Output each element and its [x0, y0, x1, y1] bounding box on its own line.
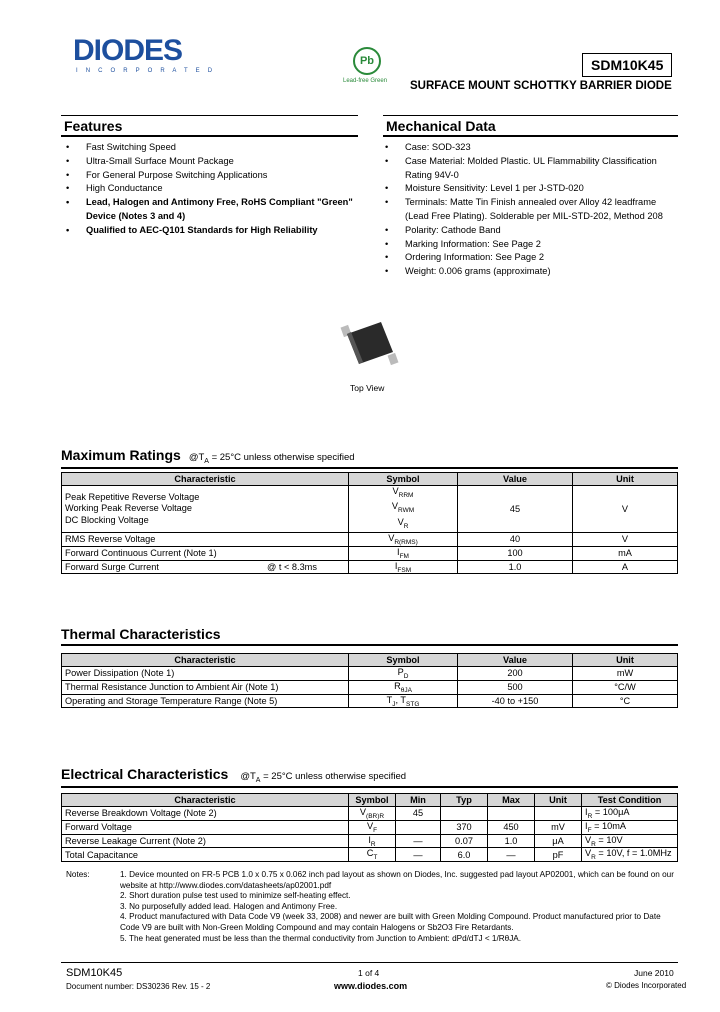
document-subtitle: SURFACE MOUNT SCHOTTKY BARRIER DIODE	[410, 80, 672, 92]
lead-free-label: Lead-free Green	[343, 78, 388, 84]
features-title: Features	[61, 115, 358, 137]
note-item: 3. No purposefully added lead. Halogen and Antimony Free.	[120, 901, 338, 911]
list-item: • Ordering Information: See Page 2	[382, 251, 674, 265]
table-header: Symbol	[349, 654, 458, 667]
table-header: Symbol	[349, 473, 458, 486]
footer-copyright: © Diodes Incorporated	[606, 981, 687, 990]
list-item: • Polarity: Cathode Band	[382, 224, 674, 238]
table-header: Characteristic	[62, 654, 349, 667]
divider	[61, 467, 678, 469]
note-item: 1. Device mounted on FR-5 PCB 1.0 x 0.75 x 0.062 inch pad layout as shown on Diodes, Inc. suggested pad layout AP02001, which can be found on our website at http://www.diodes.com/datasheets/ap02001.pdf	[120, 870, 674, 890]
divider	[61, 786, 678, 788]
table-row: Forward Continuous Current (Note 1) $I_{FM}$ 100 mA	[62, 546, 678, 560]
table-header: Unit	[573, 473, 678, 486]
table-header: Symbol	[349, 794, 396, 807]
list-item: • Ultra-Small Surface Mount Package	[63, 155, 363, 169]
footer-divider	[61, 962, 678, 963]
diodes-logo-subtitle: I N C O R P O R A T E D	[76, 68, 216, 74]
table-header: Max	[488, 794, 535, 807]
notes-label: Notes:	[66, 870, 90, 879]
table-row: Operating and Storage Temperature Range (Note 5) $T_J$, $T_{STG}$ -40 to +150 °C	[62, 694, 678, 708]
table-header: Unit	[573, 654, 678, 667]
footer-url[interactable]: www.diodes.com	[334, 981, 408, 991]
list-item: • Terminals: Matte Tin Finish annealed over Alloy 42 leadframe (Lead Free Plating). Solderable per MIL-STD-202, Method 208	[382, 196, 674, 224]
list-item: • Case: SOD-323	[382, 141, 674, 155]
table-row: Total Capacitance $C_T$ — 6.0 — pF $V_R = 10V$, f = 1.0MHz	[62, 848, 678, 862]
table-header: Min	[396, 794, 441, 807]
sod323-package-image	[335, 318, 405, 374]
table-header: Value	[458, 473, 573, 486]
thermal-table	[61, 653, 678, 708]
note-item: 5. The heat generated must be less than the thermal conductivity from Junction to Ambient: dPd/dTJ < 1/RθJA.	[120, 933, 522, 943]
table-row: RMS Reverse Voltage $V_{R(RMS)}$ 40 V	[62, 532, 678, 546]
mechanical-title: Mechanical Data	[383, 115, 678, 137]
lead-free-icon: Pb	[353, 47, 381, 75]
note-item: 2. Short duration pulse test used to minimize self-heating effect.	[120, 891, 351, 901]
note-item: 4. Product manufactured with Data Code V9 (week 33, 2008) and newer are built with Green Molding Compound. Product manufactured prior to Date Code V9 are built with Non-Green Molding Compound and may contain Halogens or Sb2O3 Fire Retardants.	[120, 912, 661, 932]
table-header: Unit	[535, 794, 582, 807]
table-header: Typ	[441, 794, 488, 807]
max-ratings-condition: $@T_A = 25^\circ C$ unless otherwise specified	[188, 452, 355, 465]
footer-page: 1 of 4	[358, 968, 380, 978]
list-item: • High Conductance	[63, 182, 363, 196]
table-row: Reverse Breakdown Voltage (Note 2) $V_{(BR)R}$ 45 $I_R = 100\mu A$	[62, 807, 678, 821]
diodes-logo: DIODES	[73, 34, 183, 67]
table-header: Characteristic	[62, 473, 349, 486]
table-row: Peak Repetitive Reverse Voltage Working Peak Reverse Voltage DC Blocking Voltage $V_{RRM}$ $V_{RWM}$ $V_R$ 45 V	[62, 486, 678, 533]
table-row: Forward Surge Current @ t < 8.3ms $I_{FSM}$ 1.0 A	[62, 560, 678, 574]
list-item: • Qualified to AEC-Q101 Standards for High Reliability	[63, 224, 363, 238]
table-row: Thermal Resistance Junction to Ambient Air (Note 1) $R_{\theta JA}$ 500 °C/W	[62, 680, 678, 694]
features-list	[63, 141, 363, 238]
electrical-condition: $@T_A = 25^\circ C$ unless otherwise specified	[240, 771, 407, 784]
table-row: Reverse Leakage Current (Note 2) $I_R$ — 0.07 1.0 μA $V_R = 10V$	[62, 834, 678, 848]
list-item: • Lead, Halogen and Antimony Free, RoHS Compliant "Green" Device (Notes 3 and 4)	[63, 196, 363, 224]
footer-doc-number: Document number: DS30236 Rev. 15 - 2	[66, 982, 211, 991]
table-header: Value	[458, 654, 573, 667]
electrical-table	[61, 793, 678, 862]
table-header: Characteristic	[62, 794, 349, 807]
list-item: • Marking Information: See Page 2	[382, 238, 674, 252]
divider	[61, 644, 678, 646]
list-item: • Moisture Sensitivity: Level 1 per J-STD-020	[382, 182, 674, 196]
table-row: Forward Voltage $V_F$ 370 450 mV $I_F = 10mA$	[62, 820, 678, 834]
table-row: Power Dissipation (Note 1) $P_D$ 200 mW	[62, 667, 678, 681]
notes-list	[120, 870, 682, 944]
list-item: • Fast Switching Speed	[63, 141, 363, 155]
table-header: Test Condition	[582, 794, 678, 807]
list-item: • For General Purpose Switching Applications	[63, 169, 363, 183]
part-number-box: SDM10K45	[582, 53, 672, 77]
mechanical-list	[382, 141, 674, 279]
max-ratings-title: Maximum Ratings	[61, 447, 181, 463]
thermal-title: Thermal Characteristics	[61, 626, 221, 642]
list-item: • Case Material: Molded Plastic. UL Flammability Classification Rating 94V-0	[382, 155, 674, 183]
footer-date: June 2010	[634, 968, 674, 978]
package-caption: Top View	[350, 383, 385, 393]
electrical-title: Electrical Characteristics	[61, 766, 229, 782]
max-ratings-table	[61, 472, 678, 574]
footer-part: SDM10K45	[66, 967, 123, 979]
list-item: • Weight: 0.006 grams (approximate)	[382, 265, 674, 279]
